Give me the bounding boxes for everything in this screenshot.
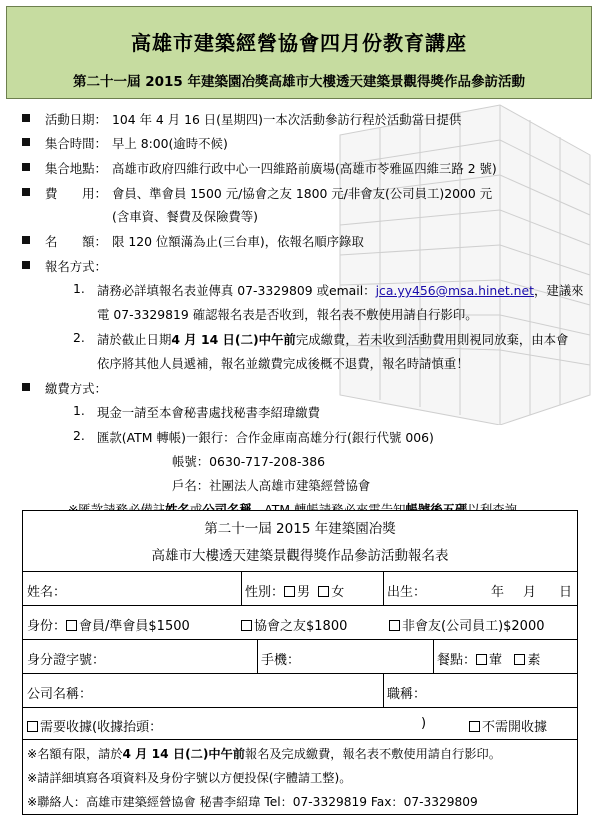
form-note-2: ※請詳細填寫各項資料及身份字號以方便投保(字體請工整)。 xyxy=(27,771,352,785)
birth-field[interactable]: 出生： 年 月 日 xyxy=(387,585,573,600)
header-banner xyxy=(6,6,592,99)
building-sketch-image xyxy=(300,95,600,425)
bullet-icon xyxy=(22,188,30,196)
friend-option: 協會之友$1800 xyxy=(241,615,347,634)
company-field[interactable]: 公司名稱： xyxy=(27,687,93,702)
bullet-icon xyxy=(22,114,30,122)
name-field[interactable]: 姓名： xyxy=(27,585,67,600)
male-checkbox[interactable] xyxy=(284,586,295,597)
meat-checkbox[interactable] xyxy=(476,654,487,665)
page-subtitle: 第二十一屆 2015 年建築園冶獎高雄市大樓透天建築景觀得獎作品參訪活動 xyxy=(73,74,525,90)
phone-field[interactable]: 手機： xyxy=(261,653,301,668)
job-title-field[interactable]: 職稱： xyxy=(387,687,427,702)
form-note-3: ※聯絡人：高雄市建築經營協會 秘書李紹瑋 Tel：07-3329819 Fax：07-3329809 xyxy=(27,795,478,809)
form-title-1: 第二十一屆 2015 年建築園冶獎 xyxy=(204,521,396,537)
deadline-text: 4 月 14 日(二)中午前 xyxy=(171,332,296,347)
nonmember-option: 非會友(公司員工)$2000 xyxy=(389,615,545,634)
no-receipt-checkbox[interactable] xyxy=(469,721,480,732)
id-number-field[interactable]: 身分證字號： xyxy=(27,653,106,668)
form-note-1: ※名額有限，請於4 月 14 日(二)中午前報名及完成繳費，報名表不敷使用請自行影印。 xyxy=(27,747,501,761)
bullet-icon xyxy=(22,261,30,269)
form-title-2: 高雄市大樓透天建築景觀得獎作品參訪活動報名表 xyxy=(151,548,449,564)
registration-form: 第二十一屆 2015 年建築園冶獎 高雄市大樓透天建築景觀得獎作品參訪活動報名表 姓名： 性別： 男 女 出生： 年 月 日 身份： 會員/準會員$1500 協會之友$1800 非會友(公司員工)$2000 身分證字號： 手機： 餐點： 葷 素 公司名稱： 職稱： 需要收據(收據抬頭： ) 不需開收據 ※名額有限，請於4 月 14 日(二)中午前報名及完成繳費，報名表不敷使用請自行影印。 ※請詳細填寫各項資料及身份字號以方便投保(字體請工整)。 ※聯絡人：高雄市建築經營協會 秘書李紹瑋 Tel：07-3329819 Fax：07-3329809 xyxy=(22,510,578,815)
bullet-icon xyxy=(22,236,30,244)
no-receipt-option: 不需開收據 xyxy=(469,716,547,735)
receipt-option: 需要收據(收據抬頭： xyxy=(27,716,162,735)
bullet-icon xyxy=(22,138,30,146)
meal-field: 餐點： 葷 素 xyxy=(437,653,541,668)
page-title: 高雄市建築經營協會四月份教育講座 xyxy=(131,31,467,55)
bullet-icon xyxy=(22,163,30,171)
veg-checkbox[interactable] xyxy=(514,654,525,665)
female-checkbox[interactable] xyxy=(318,586,329,597)
member-checkbox[interactable] xyxy=(66,620,77,631)
identity-field: 身份： 會員/準會員$1500 xyxy=(27,619,190,634)
bullet-icon xyxy=(22,383,30,391)
email-link[interactable]: jca.yy456@msa.hinet.net xyxy=(375,283,535,298)
gender-field: 性別： 男 女 xyxy=(245,585,345,600)
nonmember-checkbox[interactable] xyxy=(389,620,400,631)
receipt-checkbox[interactable] xyxy=(27,721,38,732)
page: 高雄市建築經營協會四月份教育講座 第二十一屆 2015 年建築園冶獎高雄市大樓透天建築景觀得獎作品參訪活動 活動日期： 104 年 4 月 16 日(星期四)一本次活動參訪行程於活動當日提供 集合時間： 早上 8:00(逾時不候) 集合地點： 高雄市政府四維行政中心一四維路前廣場(高雄市苓雅區四維三路 2 號) 費 用： 會員、準會員 1500 元/協會之友 1800 元/非會友(公司員工)2000 元 (含車資、餐費及保險費等) 名 額： 限 120 位額滿為止(三台車)，依報名順序錄取 報名方式： 1. 請務必詳填報名表並傳真 07-3329809 或email：jca.yy456@msa.hinet.net，建議來 電 07-3329819 確認報名表是否收到，報名表不敷使用請自行影印。 2. 請於截止日期4 月 14 日(二)中午前完成繳費，若未收到活動費用則視同放棄，由本會 依序將其他人員遞補，報名並繳費完成後概不退費，報名時請慎重！ 繳費方式： 1. 現金一請至本會秘書處找秘書李紹瑋繳費 2. 匯款(ATM 轉帳)一銀行：合作金庫南高雄分行(銀行代號 006) 帳號：0630-717-208-386 戶名：社團法人高雄市建築經營協會 第二十一屆 2015 年建築園冶獎 高雄市大樓透天建築景觀得獎作品參訪活動報名表 姓名： 性別： 男 女 出生： 年 月 日 身份： 會員/準會員$1500 協會之友$1800 非會友(公司員工)$2000 身分證字號： 手機： 餐點： 葷 素 公司名稱： 職稱： 需要收據(收據抬頭： ) 不需開收據 ※名額有限，請於4 月 14 日(二)中午前報名及完成繳費，報名表不敷使用請自行影印。 ※請詳細填寫各項資料及身份字號以方便投保(字體請工整)。 ※聯絡人：高雄市建築經營協會 秘書李紹瑋 Tel：07-3329819 Fax：07-3329809 xyxy=(0,0,600,825)
friend-checkbox[interactable] xyxy=(241,620,252,631)
